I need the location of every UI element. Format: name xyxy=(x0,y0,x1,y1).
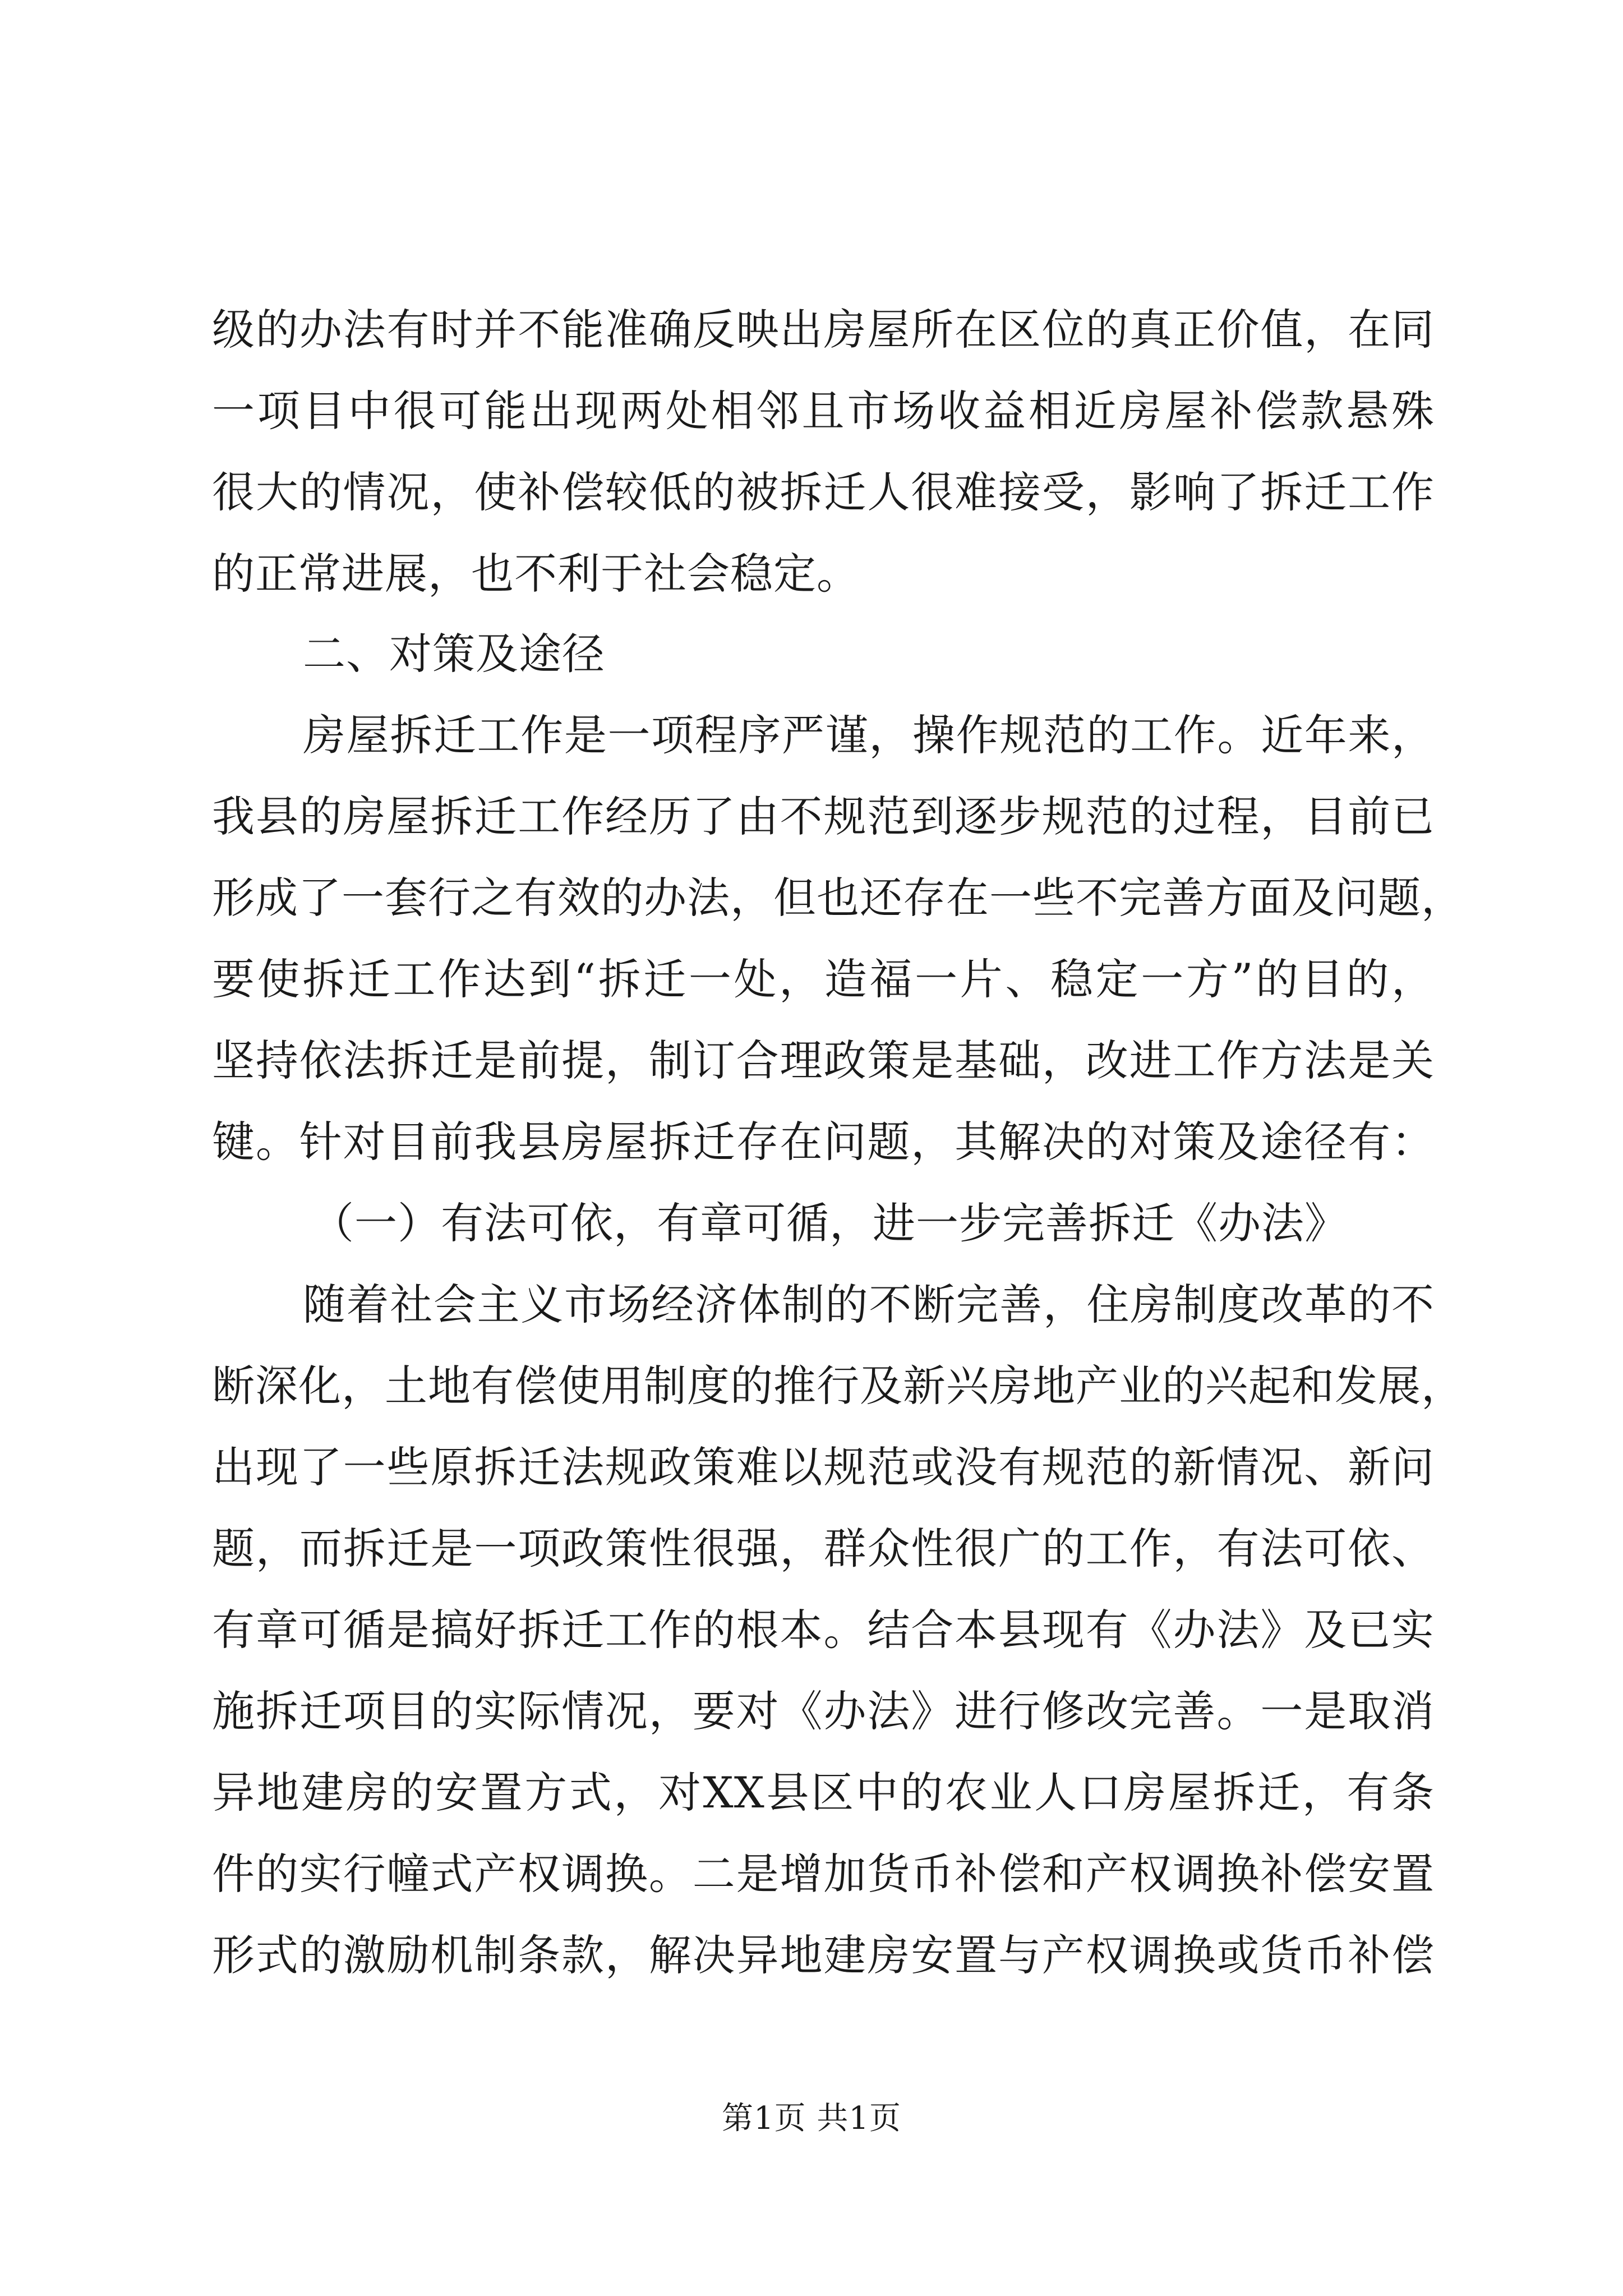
body-text-line: 很大的情况，使补偿较低的被拆迁人很难接受，影响了拆迁工作 xyxy=(212,467,1435,517)
body-text-line: 形式的激励机制条款，解决异地建房安置与产权调换或货币补偿 xyxy=(212,1930,1435,1980)
body-text-line: 断深化，土地有偿使用制度的推行及新兴房地产业的兴起和发展， xyxy=(212,1361,1464,1411)
page-number-footer: 第1页 共1页 xyxy=(721,2100,902,2137)
body-text-line: 一项目中很可能出现两处相邻且市场收益相近房屋补偿款悬殊 xyxy=(212,386,1435,436)
paragraph-first-line: 随着社会主义市场经济体制的不断完善，住房制度改革的不 xyxy=(303,1280,1435,1329)
body-text-line: 形成了一套行之有效的办法，但也还存在一些不完善方面及问题， xyxy=(212,873,1464,923)
body-text-line: 施拆迁项目的实际情况，要对《办法》进行修改完善。一是取消 xyxy=(212,1686,1435,1736)
body-text-line: 坚持依法拆迁是前提，制订合理政策是基础，改进工作方法是关 xyxy=(212,1036,1435,1085)
body-text-line: 级的办法有时并不能准确反映出房屋所在区位的真正价值，在同 xyxy=(212,305,1435,355)
body-text-line: 有章可循是搞好拆迁工作的根本。结合本县现有《办法》及已实 xyxy=(212,1605,1435,1655)
paragraph-first-line: 房屋拆迁工作是一项程序严谨，操作规范的工作。近年来， xyxy=(303,710,1435,760)
body-text-line: 键。针对目前我县房屋拆迁存在问题，其解决的对策及途径有： xyxy=(212,1117,1435,1167)
body-text-line: 出现了一些原拆迁法规政策难以规范或没有规范的新情况、新问 xyxy=(212,1442,1435,1492)
body-text-line: 件的实行幢式产权调换。二是增加货币补偿和产权调换补偿安置 xyxy=(212,1849,1435,1899)
subsection-heading: （一）有法可依，有章可循，进一步完善拆迁《办法》 xyxy=(311,1198,1348,1248)
body-text-line: 我县的房屋拆迁工作经历了由不规范到逐步规范的过程，目前已 xyxy=(212,792,1435,841)
body-text-line: 题，而拆迁是一项政策性很强，群众性很广的工作，有法可依、 xyxy=(212,1524,1435,1573)
body-text-line: 异地建房的安置方式，对XX县区中的农业人口房屋拆迁，有条 xyxy=(212,1768,1435,1818)
body-text-line: 的正常进展，也不利于社会稳定。 xyxy=(212,549,860,599)
section-heading: 二、对策及途径 xyxy=(303,629,605,679)
body-text-line: 要使拆迁工作达到“拆迁一处，造福一片、稳定一方”的目的， xyxy=(212,954,1435,1004)
